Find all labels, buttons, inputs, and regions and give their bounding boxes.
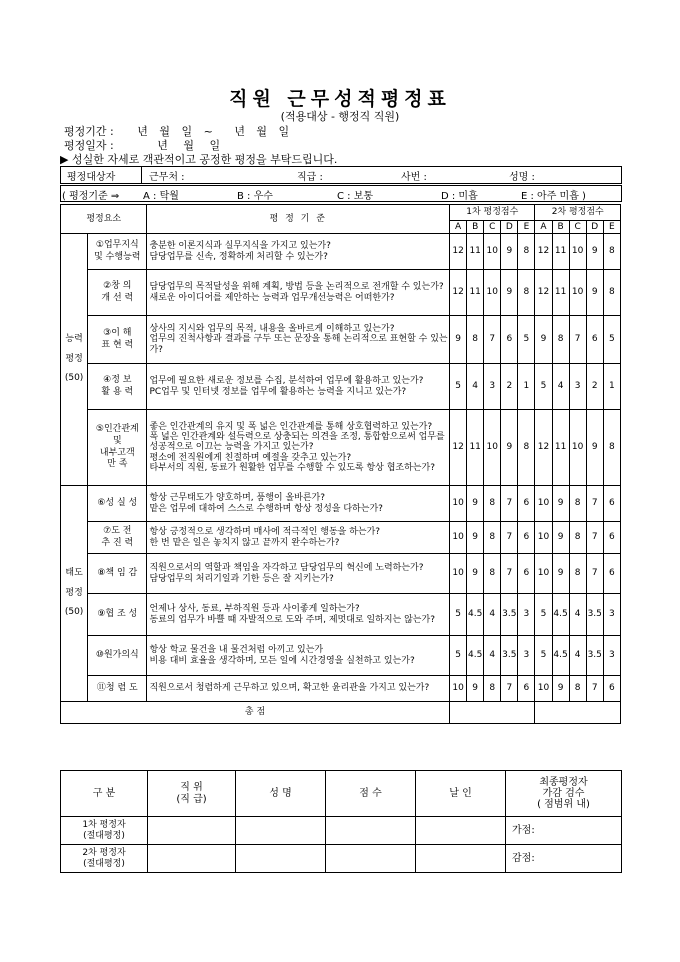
score-option[interactable]: 9 — [552, 522, 569, 554]
score-option[interactable]: 8 — [518, 410, 535, 486]
score-option[interactable]: 8 — [569, 522, 586, 554]
score-option[interactable]: 9 — [552, 486, 569, 522]
score-option[interactable]: 8 — [569, 554, 586, 594]
page-subtitle: (적용대상 - 행정직 직원) — [280, 110, 400, 123]
score-option[interactable]: 6 — [518, 522, 535, 554]
score-option[interactable]: 9 — [450, 316, 467, 364]
element-name: 책 임 감 — [105, 567, 138, 578]
score-option[interactable]: 8 — [484, 486, 501, 522]
grade-header: B — [467, 221, 484, 234]
criteria-text: 언제나 상사, 동료, 부하직원 등과 사이좋게 일하는가? 동료의 업무가 바쁠 때 자발적으로 도와 주며, 제멋대로 일하지는 않는가? — [147, 594, 450, 636]
criteria-text: 상사의 지시와 업무의 목적, 내용을 올바르게 이해하고 있는가? 업무의 진척사항과 결과를 구두 또는 문장을 통해 논리적으로 표현할 수 있는가? — [147, 316, 450, 364]
score-option[interactable]: 6 — [603, 554, 620, 594]
score-option[interactable]: 10 — [535, 676, 552, 702]
score-option[interactable]: 7 — [569, 316, 586, 364]
score-option[interactable]: 10 — [535, 522, 552, 554]
score-option[interactable]: 6 — [603, 676, 620, 702]
score-option[interactable]: 9 — [552, 554, 569, 594]
score-option[interactable]: 5 — [450, 636, 467, 676]
element-name-cell — [88, 316, 147, 364]
score-option[interactable]: 8 — [569, 486, 586, 522]
score-option[interactable]: 7 — [484, 316, 501, 364]
element-subname: 및 내부고객 만 족 — [99, 435, 135, 470]
score-option[interactable]: 8 — [569, 676, 586, 702]
second-score-cell[interactable] — [326, 845, 416, 873]
score-option[interactable]: 6 — [586, 316, 603, 364]
score-option[interactable]: 7 — [586, 554, 603, 594]
criteria-row — [61, 270, 621, 316]
score-option[interactable]: 3.5 — [501, 636, 518, 676]
criteria-row — [61, 364, 621, 410]
element-subname: 및 수행능력 — [94, 251, 141, 262]
score-option[interactable]: 11 — [467, 270, 484, 316]
grade-header: D — [501, 221, 518, 234]
standard-label: ( 평정기준 ⇒ — [62, 191, 120, 202]
element-name: 청 렴 도 — [105, 682, 138, 693]
score-option[interactable]: 3.5 — [586, 636, 603, 676]
evaluation-table — [60, 204, 621, 724]
score-option[interactable]: 11 — [552, 270, 569, 316]
grading-standard-row — [60, 185, 622, 202]
element-name: 인간관계 — [103, 424, 139, 435]
first-name-cell[interactable] — [236, 817, 326, 845]
standard-d: D : 미흡 — [441, 191, 478, 202]
element-number: ③ — [103, 327, 112, 338]
score-option[interactable]: 10 — [450, 522, 467, 554]
score-option[interactable]: 3 — [569, 364, 586, 410]
standard-c: C : 보통 — [337, 191, 374, 202]
score-option[interactable]: 3.5 — [501, 594, 518, 636]
element-name: 정 보 — [111, 374, 132, 385]
score-option[interactable]: 8 — [603, 410, 620, 486]
criteria-row — [61, 554, 621, 594]
score-option[interactable]: 3 — [518, 594, 535, 636]
score-option[interactable]: 10 — [569, 270, 586, 316]
criteria-header: 평 정 기 준 — [147, 205, 450, 234]
element-name-cell — [88, 676, 147, 702]
element-name: 성 실 성 — [105, 497, 138, 508]
criteria-row — [61, 316, 621, 364]
criteria-text: 담당업무의 목적달성을 위해 계획, 방법 등을 논리적으로 전개할 수 있는가? 새로운 아이디어를 제안하는 능력과 업무개선능력은 어떠한가? — [147, 270, 450, 316]
grade-field[interactable]: 직급 : — [297, 172, 323, 183]
second-seal-cell[interactable] — [416, 845, 506, 873]
score-option[interactable]: 2 — [586, 364, 603, 410]
element-name-cell — [88, 410, 147, 486]
score-option[interactable]: 7 — [501, 486, 518, 522]
score-option[interactable]: 3 — [603, 594, 620, 636]
score-option[interactable]: 4 — [484, 594, 501, 636]
second-name-cell[interactable] — [236, 845, 326, 873]
name-field[interactable]: 성명 : — [509, 172, 535, 183]
standard-a: A : 탁월 — [143, 191, 179, 202]
category-group-label: (50) — [64, 607, 84, 618]
score-option[interactable]: 6 — [603, 522, 620, 554]
score-option[interactable]: 12 — [450, 410, 467, 486]
score-option[interactable]: 8 — [603, 234, 620, 270]
element-name-cell — [88, 234, 147, 270]
score-option[interactable]: 8 — [484, 554, 501, 594]
signature-table — [60, 770, 622, 873]
plus-points-cell[interactable]: 가점: — [506, 817, 622, 845]
seal-header: 날 인 — [416, 771, 506, 817]
second-position-cell[interactable] — [148, 845, 236, 873]
first-position-cell[interactable] — [148, 817, 236, 845]
score-option[interactable]: 7 — [501, 522, 518, 554]
score-option[interactable]: 4.5 — [467, 636, 484, 676]
criteria-text: 항상 학교 물건을 내 물건처럼 아끼고 있는가 비용 대비 효율을 생각하며, 모든 일에 시간경영을 실천하고 있는가? — [147, 636, 450, 676]
element-name: 이 해 — [111, 327, 132, 338]
element-number: ⑤ — [95, 424, 104, 435]
criteria-row — [61, 636, 621, 676]
score-option[interactable]: 5 — [450, 364, 467, 410]
score-option[interactable]: 5 — [450, 594, 467, 636]
score-option[interactable]: 10 — [535, 486, 552, 522]
score-option[interactable]: 4.5 — [552, 636, 569, 676]
score-option[interactable]: 1 — [518, 364, 535, 410]
score-option[interactable]: 6 — [518, 554, 535, 594]
position-header: 직 위 (직 급) — [148, 771, 236, 817]
score-option[interactable]: 10 — [484, 234, 501, 270]
score-option[interactable]: 1 — [603, 364, 620, 410]
score-option[interactable]: 10 — [569, 410, 586, 486]
criteria-row — [61, 486, 621, 522]
score-header: 점 수 — [326, 771, 416, 817]
element-name: 협 조 성 — [105, 608, 138, 619]
page-title: 직원 근무성적평정표 — [229, 88, 451, 110]
score-option[interactable]: 3 — [603, 636, 620, 676]
score-option[interactable]: 4 — [569, 636, 586, 676]
criteria-text: 업무에 필요한 새로운 정보를 수집, 분석하여 업무에 활용하고 있는가? PC업무 및 인터넷 정보를 업무에 활용하는 능력을 지니고 있는가? — [147, 364, 450, 410]
score-option[interactable]: 5 — [603, 316, 620, 364]
score-option[interactable]: 8 — [467, 316, 484, 364]
score-option[interactable]: 11 — [552, 410, 569, 486]
score-option[interactable]: 9 — [586, 270, 603, 316]
criteria-text: 충분한 이론지식과 실무지식을 가지고 있는가? 담당업무를 신속, 정확하게 처리할 수 있는가? — [147, 234, 450, 270]
score-option[interactable]: 9 — [467, 676, 484, 702]
element-number: ⑨ — [97, 608, 106, 619]
element-number: ④ — [103, 374, 112, 385]
score-option[interactable]: 9 — [467, 554, 484, 594]
criteria-row — [61, 676, 621, 702]
standard-b: B : 우수 — [237, 191, 273, 202]
second-evaluator-label: 2차 평정자 (절대평정) — [61, 845, 148, 873]
element-name: 도 전 — [111, 525, 132, 536]
score-option[interactable]: 8 — [518, 270, 535, 316]
score-option[interactable]: 4 — [484, 636, 501, 676]
target-label: 평정대상자 — [67, 172, 116, 183]
score-option[interactable]: 3 — [518, 636, 535, 676]
criteria-row — [61, 522, 621, 554]
criteria-text: 직원으로서 청렴하게 근무하고 있으며, 확고한 윤리관을 가지고 있는가? — [147, 676, 450, 702]
score-option[interactable]: 5 — [535, 594, 552, 636]
criteria-text: 항상 근무태도가 양호하며, 품행이 올바른가? 맡은 업무에 대하여 스스로 수행하며 항상 정성을 다하는가? — [147, 486, 450, 522]
date-value[interactable]: 년 월 일 — [157, 139, 221, 152]
score-option[interactable]: 6 — [518, 676, 535, 702]
criteria-row — [61, 410, 621, 486]
category-group-label: 태도 — [65, 567, 83, 578]
first-seal-cell[interactable] — [416, 817, 506, 845]
score-option[interactable]: 7 — [586, 486, 603, 522]
criteria-row — [61, 594, 621, 636]
element-number: ⑪ — [96, 682, 106, 693]
score-option[interactable]: 7 — [586, 522, 603, 554]
grade-header: D — [586, 221, 603, 234]
period-from[interactable]: 년 월 일 ~ — [137, 125, 213, 138]
score-option[interactable]: 10 — [450, 676, 467, 702]
score-option[interactable]: 12 — [535, 410, 552, 486]
element-number: ① — [95, 239, 104, 250]
element-subname: 개 선 력 — [101, 292, 134, 303]
final-reviewer-header: 최종평정자 가감 검수 ( 점범위 내) — [506, 771, 622, 817]
grade-header: C — [569, 221, 586, 234]
score-option[interactable]: 7 — [501, 676, 518, 702]
score-option[interactable]: 10 — [450, 554, 467, 594]
score-option[interactable]: 9 — [586, 410, 603, 486]
category-group-label: 평정 — [65, 587, 83, 598]
grade-header: E — [518, 221, 535, 234]
element-name-cell — [88, 486, 147, 522]
score-option[interactable]: 8 — [603, 270, 620, 316]
grade-header: A — [535, 221, 552, 234]
score-option[interactable]: 6 — [518, 486, 535, 522]
date-label: 평정일자 : — [64, 139, 114, 152]
score-option[interactable]: 9 — [467, 486, 484, 522]
score-option[interactable]: 6 — [603, 486, 620, 522]
category-group-cell — [61, 486, 88, 702]
first-score-cell[interactable] — [326, 817, 416, 845]
score-option[interactable]: 11 — [467, 410, 484, 486]
criteria-text: 좋은 인간관계의 유지 및 폭 넓은 인간관계를 통해 상호협력하고 있는가? 폭 넓은 인간관계와 설득력으로 상충되는 의견을 조정, 통합함으로써 업무를 성공적으로 이끄는 능력을 가지고 있는가? 평소에 전직원에게 친절하며 예절을 갖추고 있는가? 타부서의 직원, 동료가 원활한 업무를 수행할 수 있도록 항상 협조하는가? — [147, 410, 450, 486]
score-option[interactable]: 5 — [518, 316, 535, 364]
score-option[interactable]: 7 — [586, 676, 603, 702]
criteria-row — [61, 234, 621, 270]
score-option[interactable]: 10 — [484, 410, 501, 486]
category-group-cell — [61, 234, 88, 486]
score-option[interactable]: 3 — [484, 364, 501, 410]
total-label: 총 점 — [61, 702, 450, 724]
target-info-row — [60, 166, 622, 184]
name-header: 성 명 — [236, 771, 326, 817]
score-option[interactable]: 8 — [552, 316, 569, 364]
criteria-text: 직원으로서의 역할과 책임을 자각하고 담당업무의 혁신에 노력하는가? 담당업무의 처리기일과 기한 등은 잘 지키는가? — [147, 554, 450, 594]
score-option[interactable]: 12 — [450, 270, 467, 316]
score-option[interactable]: 9 — [501, 410, 518, 486]
score-option[interactable]: 8 — [518, 234, 535, 270]
grade-header: B — [552, 221, 569, 234]
element-name-cell — [88, 522, 147, 554]
element-subname: 추 진 력 — [101, 537, 134, 548]
minus-points-cell[interactable]: 감점: — [506, 845, 622, 873]
element-name-cell — [88, 594, 147, 636]
score-option[interactable]: 12 — [450, 234, 467, 270]
score-option[interactable]: 4.5 — [467, 594, 484, 636]
score-option[interactable]: 9 — [501, 234, 518, 270]
first-score-header: 1차 평정점수 — [450, 205, 535, 221]
score-option[interactable]: 10 — [569, 234, 586, 270]
element-subname: 표 현 력 — [101, 339, 134, 350]
score-option[interactable]: 9 — [467, 522, 484, 554]
score-option[interactable]: 8 — [484, 676, 501, 702]
element-name: 원가의식 — [103, 649, 139, 660]
element-name: 업무지식 — [103, 239, 139, 250]
element-name-cell — [88, 636, 147, 676]
grade-header: E — [603, 221, 620, 234]
second-total-cell[interactable] — [535, 702, 621, 724]
score-option[interactable]: 3.5 — [586, 594, 603, 636]
score-option[interactable]: 9 — [586, 234, 603, 270]
element-name-cell — [88, 554, 147, 594]
element-number: ② — [103, 280, 112, 291]
employee-id-field[interactable]: 사번 : — [401, 172, 427, 183]
element-header: 평정요소 — [61, 205, 147, 234]
element-name-cell — [88, 364, 147, 410]
score-option[interactable]: 9 — [552, 676, 569, 702]
element-number: ⑧ — [97, 567, 106, 578]
second-score-header: 2차 평정점수 — [535, 205, 621, 221]
score-option[interactable]: 4 — [467, 364, 484, 410]
category-group-label: 평정 — [65, 353, 83, 364]
score-option[interactable]: 4.5 — [552, 594, 569, 636]
category-group-label: 능력 — [65, 333, 83, 344]
score-option[interactable]: 12 — [535, 234, 552, 270]
first-evaluator-label: 1차 평정자 (절대평정) — [61, 817, 148, 845]
notice-text: ▶ 성실한 자세로 객관적이고 공정한 평정을 부탁드립니다. — [60, 153, 338, 166]
category-group-label: (50) — [64, 373, 84, 384]
element-subname: 활 용 력 — [101, 386, 134, 397]
score-option[interactable]: 6 — [501, 316, 518, 364]
score-option[interactable]: 12 — [535, 270, 552, 316]
element-number: ⑥ — [97, 497, 106, 508]
category-header: 구 분 — [61, 771, 148, 817]
element-number: ⑩ — [95, 649, 104, 660]
standard-e: E : 아주 미흡 ) — [521, 191, 586, 202]
score-option[interactable]: 11 — [552, 234, 569, 270]
score-option[interactable]: 5 — [535, 364, 552, 410]
score-option[interactable]: 9 — [535, 316, 552, 364]
score-option[interactable]: 5 — [535, 636, 552, 676]
score-option[interactable]: 9 — [501, 270, 518, 316]
first-total-cell[interactable] — [450, 702, 535, 724]
score-option[interactable]: 4 — [569, 594, 586, 636]
grade-header: A — [450, 221, 467, 234]
score-option[interactable]: 4 — [552, 364, 569, 410]
criteria-text: 항상 긍정적으로 생각하며 매사에 적극적인 행동을 하는가? 한 번 맡은 일은 놓치지 않고 끝까지 완수하는가? — [147, 522, 450, 554]
element-name-cell — [88, 270, 147, 316]
score-option[interactable]: 8 — [484, 522, 501, 554]
score-option[interactable]: 2 — [501, 364, 518, 410]
score-option[interactable]: 7 — [501, 554, 518, 594]
score-option[interactable]: 10 — [535, 554, 552, 594]
department-field[interactable]: 근무처 : — [149, 172, 185, 183]
element-name: 창 의 — [111, 280, 132, 291]
score-option[interactable]: 10 — [450, 486, 467, 522]
element-number: ⑦ — [103, 525, 112, 536]
period-to[interactable]: 년 월 일 — [234, 125, 290, 138]
score-option[interactable]: 10 — [484, 270, 501, 316]
grade-header: C — [484, 221, 501, 234]
period-label: 평정기간 : — [64, 125, 114, 138]
score-option[interactable]: 11 — [467, 234, 484, 270]
